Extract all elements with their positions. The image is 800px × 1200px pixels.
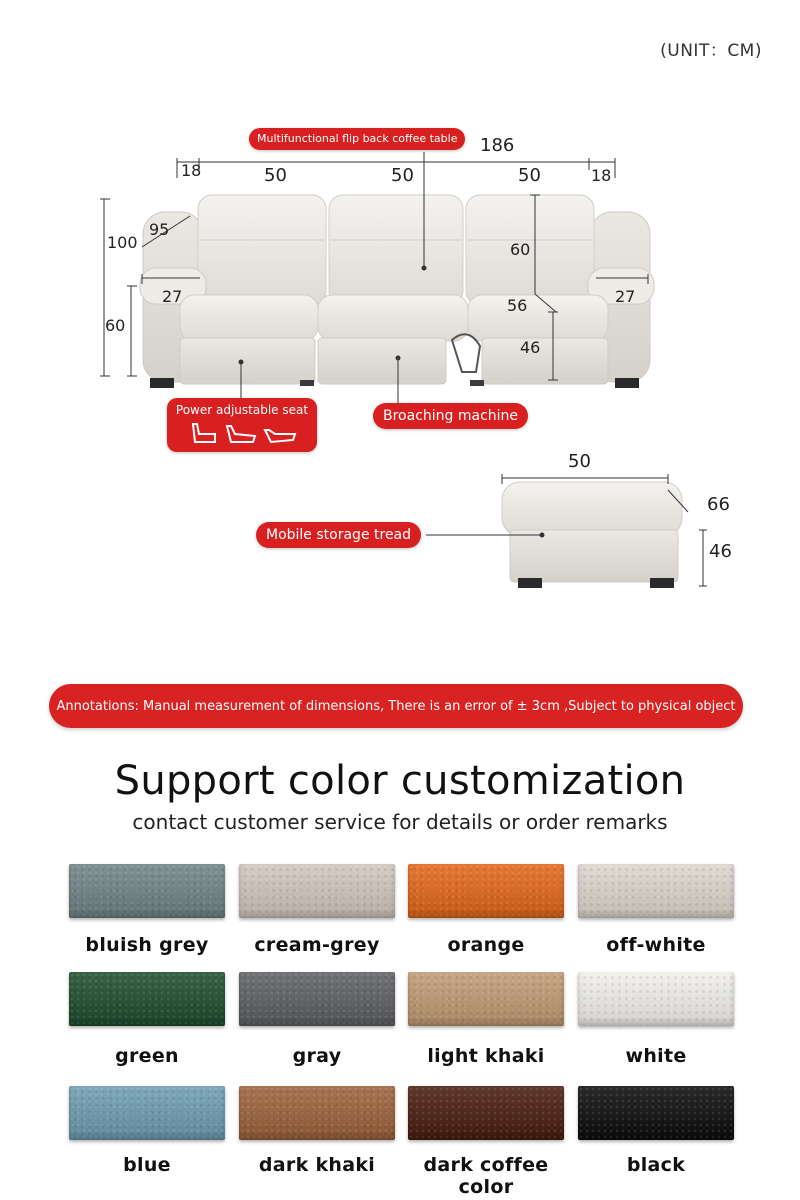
dim-seat-height: 46 <box>520 338 541 357</box>
page-subheading: contact customer service for details or order remarks <box>132 810 668 834</box>
dim-arm-height: 60 <box>105 316 126 335</box>
callout-power-seat-label: Power adjustable seat <box>175 403 309 417</box>
color-swatch <box>69 972 225 1026</box>
color-swatch <box>578 972 734 1026</box>
color-swatch-label: orange <box>447 934 525 956</box>
color-swatch <box>578 864 734 918</box>
color-swatch <box>408 972 564 1026</box>
callout-storage-tread: Mobile storage tread <box>256 522 421 548</box>
color-swatch-label: off-white <box>606 934 706 956</box>
color-swatch-label: white <box>625 1045 687 1067</box>
annotation-note: Annotations: Manual measurement of dimensions, There is an error of ± 3cm ,Subject to physical object <box>49 684 743 728</box>
dim-arm-left: 18 <box>181 161 202 180</box>
color-swatch-label: dark coffee color <box>423 1154 549 1198</box>
color-swatch <box>578 1086 734 1140</box>
color-swatch <box>408 864 564 918</box>
page-heading: Support color customization <box>114 758 686 804</box>
color-swatch-label: bluish grey <box>85 934 209 956</box>
dim-back-height: 60 <box>510 240 531 259</box>
dim-total-width: 186 <box>480 135 515 156</box>
dim-seat-3: 50 <box>518 165 541 186</box>
recliner-positions-icon <box>189 418 299 448</box>
dim-ottoman-height: 46 <box>709 541 732 562</box>
color-swatch <box>239 1086 395 1140</box>
color-swatch-label: gray <box>292 1045 342 1067</box>
color-swatch-label: light khaki <box>427 1045 545 1067</box>
color-swatch <box>239 864 395 918</box>
dim-total-height: 100 <box>107 233 138 252</box>
color-swatch-label: blue <box>123 1154 171 1176</box>
dim-seat-depth: 56 <box>507 296 528 315</box>
dim-arm-right: 18 <box>591 166 612 185</box>
color-swatch-label: cream-grey <box>254 934 380 956</box>
dim-seat-2: 50 <box>391 165 414 186</box>
color-swatch <box>239 972 395 1026</box>
color-swatch-label: green <box>115 1045 179 1067</box>
color-swatch-label: black <box>626 1154 686 1176</box>
color-swatch <box>69 1086 225 1140</box>
dim-arm-width-right: 27 <box>615 287 636 306</box>
dim-arm-width-left: 27 <box>162 287 183 306</box>
callout-broaching-machine: Broaching machine <box>373 403 528 429</box>
color-swatch <box>69 864 225 918</box>
color-swatch <box>408 1086 564 1140</box>
callout-coffee-table: Multifunctional flip back coffee table <box>249 128 465 150</box>
color-swatch-label: dark khaki <box>258 1154 376 1176</box>
dim-ottoman-width: 50 <box>568 451 591 472</box>
dim-seat-1: 50 <box>264 165 287 186</box>
callout-power-seat <box>167 398 317 452</box>
unit-label: (UNIT：CM) <box>660 41 762 61</box>
dim-ottoman-depth: 66 <box>707 494 730 515</box>
dim-depth: 95 <box>149 220 170 239</box>
